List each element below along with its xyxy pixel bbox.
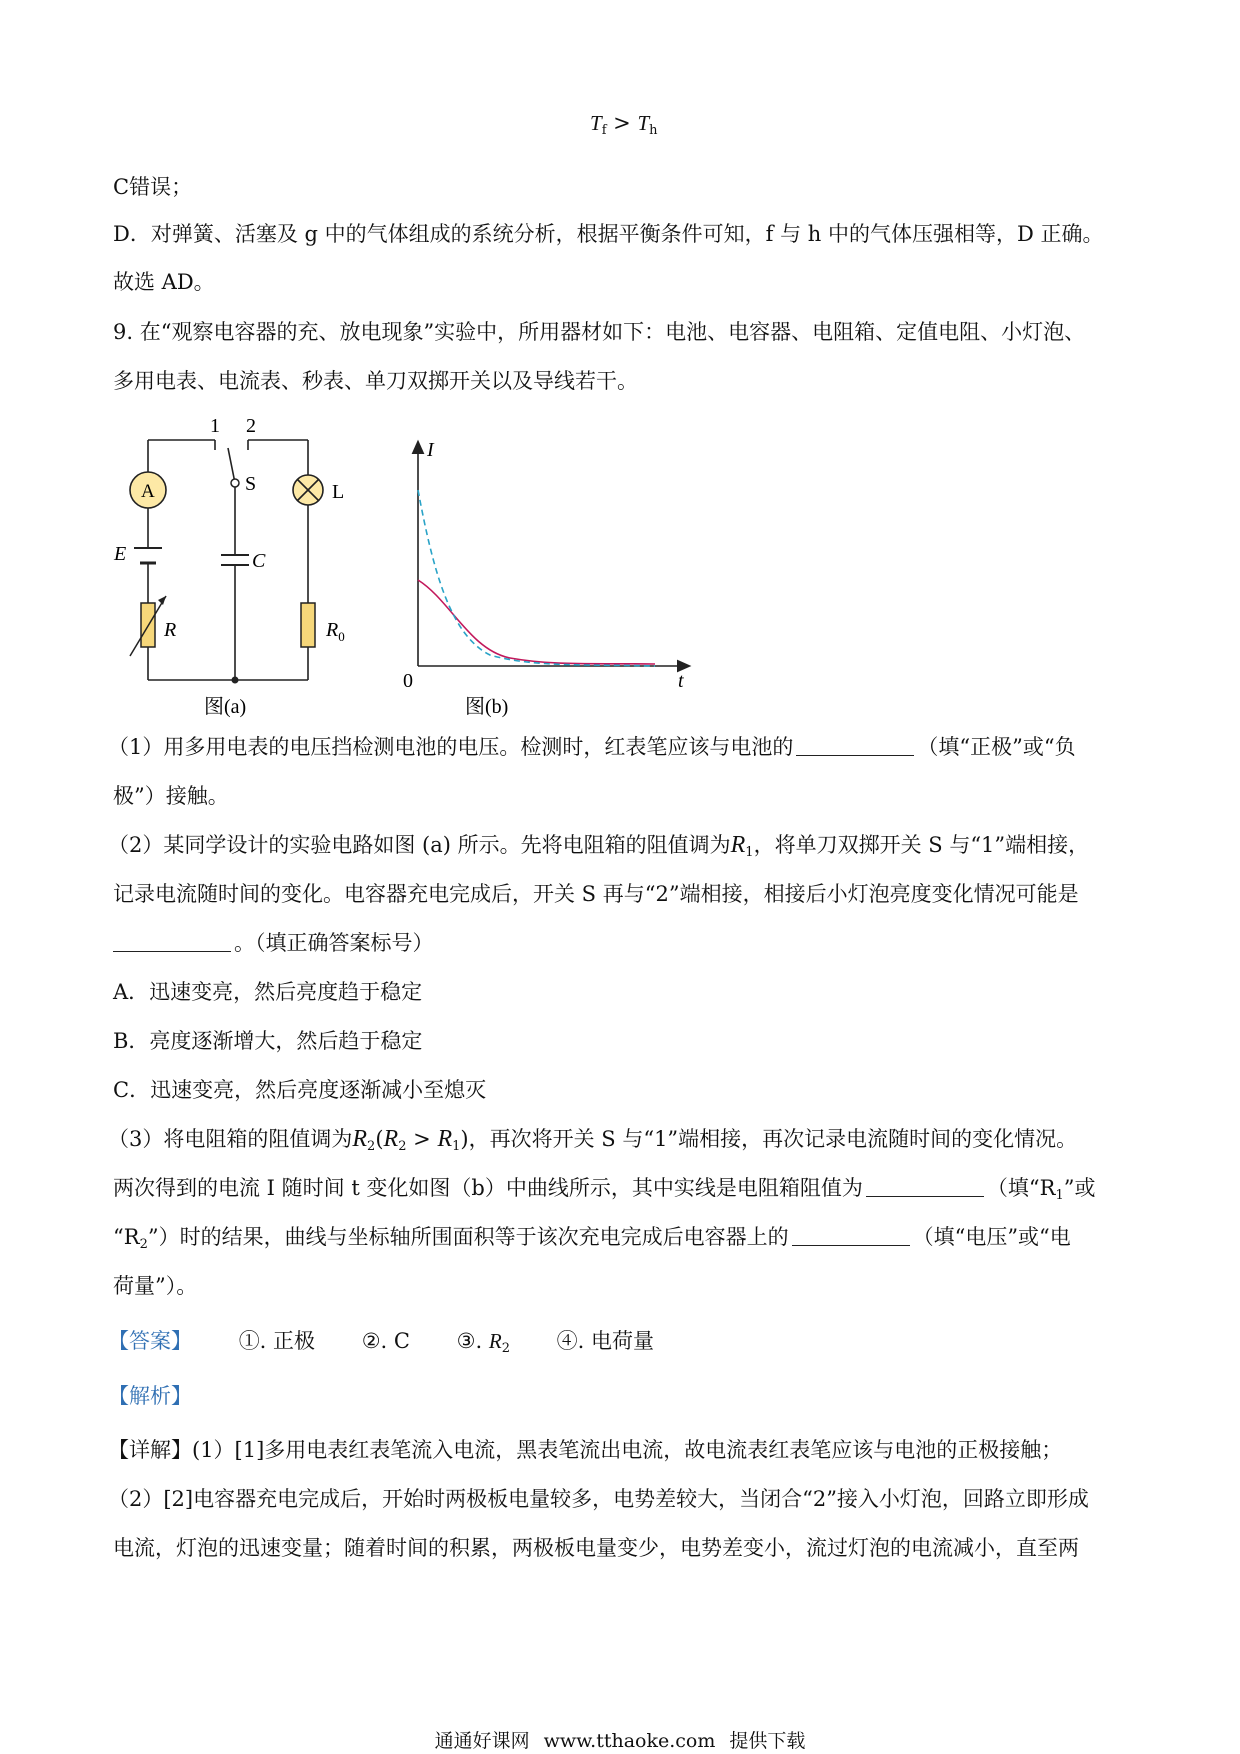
q9-part3-line-1 [108,1124,1077,1162]
lamp-icon [293,475,323,505]
fixed-resistor-icon [301,603,315,647]
q9-part2-text-d: 。（填正确答案标号） [234,931,434,955]
lamp-label: L [332,481,345,503]
q9-part3-text-c: 两次得到的电流 I 随时间 t 变化如图（b）中曲线所示，其中实线是电阻箱阻值为 [113,1176,863,1200]
answer-2: ②. C [361,1329,410,1353]
q9-part3-text-f: “R [113,1225,140,1249]
answer-1: ①. 正极 [238,1329,316,1353]
formula-tf-sub: f [601,123,607,138]
q9-part3-line-4: 荷量”）。 [113,1274,198,1298]
formula-tf: T [590,111,602,135]
c-wrong-line: C错误； [113,175,193,199]
q9-part3-text-g: ”）时的结果，曲线与坐标轴所围面积等于该次充电完成后电容器上的 [147,1225,789,1249]
q9-part3-line-2 [113,1173,1095,1211]
current-time-graph-figure-b [395,430,705,730]
q9-part2-text-b: ，将单刀双掷开关 S 与“1”端相接， [753,833,1090,857]
option-a: A．迅速变亮，然后亮度趋于稳定 [113,980,423,1004]
q9-part3-opt-r2-sub: 2 [139,1237,148,1252]
q9-part3-text-e: ”或 [1063,1176,1096,1200]
footer-site-name: 通通好课网 [434,1730,530,1752]
q9-part3-text-d: （填“R [986,1176,1056,1200]
q9-part2-r1-sub: 1 [745,845,754,860]
figure-a-caption: 图(a) [204,696,247,718]
battery-label: E [114,543,127,565]
q9-part3-line-3 [113,1222,1071,1260]
q9-part2-line-3 [113,928,434,958]
variable-resistor-icon [130,596,166,656]
q9-part2-line-1 [108,830,1089,868]
answer-line [108,1326,654,1364]
q9-part3-r2-cmp-sub: 2 [398,1139,407,1154]
analysis-line-3: 电流，灯泡的迅速变量；随着时间的积累，两极板电量变少，电势差变小，流过灯泡的电流减小，直至两 [113,1536,1079,1560]
switch-label: S [245,473,257,495]
capacitor-label: C [252,550,266,572]
q9-part3-text-a: （3）将电阻箱的阻值调为 [108,1127,353,1151]
q9-part2-r1: R [730,832,746,858]
q9-part1-blank [796,735,914,756]
switch-terminal-1-label: 1 [210,415,220,437]
d-analysis-line: D．对弹簧、活塞及 g 中的气体组成的系统分析，根据平衡条件可知，f 与 h 中的气体压强相等，D 正确。 [113,222,1104,246]
ammeter-label: A [141,481,155,502]
q9-part3-r2: R [352,1126,368,1152]
formula-th-sub: h [649,123,658,138]
figure-b-caption: 图(b) [465,696,509,718]
junction-dot [232,677,239,684]
choose-line: 故选 AD。 [113,270,215,294]
q9-stem-line-2: 多用电表、电流表、秒表、单刀双掷开关以及导线若干。 [113,369,638,393]
q9-part1-line-1 [108,732,1076,762]
answer-tag: 【答案】 [108,1329,192,1353]
q9-part1-text-a: （1）用多用电表的电压挡检测电池的电压。检测时，红表笔应该与电池的 [108,735,794,759]
circuit-diagram-figure-a [100,410,370,730]
q9-part3-r2-cmp: R [383,1126,399,1152]
q9-part3-paren-open: ( [375,1127,384,1151]
q9-stem-line-1: 9. 在“观察电容器的充、放电现象”实验中，所用器材如下：电池、电容器、电阻箱、定值电阻、小灯泡、 [113,320,1086,344]
q9-part3-r1-cmp-sub: 1 [452,1139,461,1154]
q9-part2-line-2: 记录电流随时间的变化。电容器充电完成后，开关 S 再与“2”端相接，相接后小灯泡亮度变化情况可能是 [113,882,1079,906]
graph-origin-label: 0 [403,670,413,692]
footer-provide-text: 提供下载 [729,1730,806,1752]
solid-current-curve [418,580,655,664]
q9-part3-r1-cmp: R [437,1126,453,1152]
q9-part3-text-h: （填“电压”或“电 [912,1225,1071,1249]
switch-terminal-2-label: 2 [246,415,256,437]
option-c: C．迅速变亮，然后亮度逐渐减小至熄灭 [113,1078,487,1102]
q9-part2-text-a: （2）某同学设计的实验电路如图 (a) 所示。先将电阻箱的阻值调为 [108,833,731,857]
q9-part2-blank [113,931,231,952]
q9-part3-paren-close: ) [460,1127,469,1151]
graph-y-label: I [427,439,434,461]
analysis-line-1: 【详解】(1）[1]多用电表红表笔流入电流，黑表笔流出电流，故电流表红表笔应该与电池的正极接触； [108,1438,1063,1462]
option-b: B．亮度逐渐增大，然后趋于稳定 [113,1029,423,1053]
formula-tf-gt-th [590,111,658,138]
analysis-line-2: （2）[2]电容器充电完成后，开始时两极板电量较多，电势差较大，当闭合“2”接入小灯泡，回路立即形成 [108,1487,1089,1511]
q9-part1-line-2: 极”）接触。 [113,784,229,808]
q9-part3-blank-1 [866,1176,984,1197]
q9-part3-opt-r1-sub: 1 [1055,1188,1064,1203]
q9-part3-blank-2 [792,1225,910,1246]
analysis-tag: 【解析】 [108,1384,192,1408]
resistor-r0-label: $R_0$ [326,619,345,644]
footer-url[interactable]: www.tthaoke.com [543,1730,716,1752]
answer-3-num: ③. [456,1329,483,1353]
switch-s-pivot [231,479,239,487]
answer-3-r: R [488,1329,502,1353]
page-footer [0,1726,1240,1753]
answer-4: ④. 电荷量 [556,1329,655,1353]
answer-3 [457,1326,510,1364]
q9-part3-gt: > [406,1127,438,1151]
q9-part1-text-b: （填“正极”或“负 [917,735,1076,759]
answer-3-sub: 2 [501,1341,510,1356]
graph-x-label: t [678,670,684,692]
formula-th: T [637,111,650,135]
resistor-r-label: R [164,619,177,641]
formula-op: > [606,111,638,135]
q9-part3-text-b: ，再次将开关 S 与“1”端相接，再次记录电流随时间的变化情况。 [468,1127,1078,1151]
q9-part3-r2-sub: 2 [367,1139,376,1154]
dashed-current-curve [418,490,655,666]
